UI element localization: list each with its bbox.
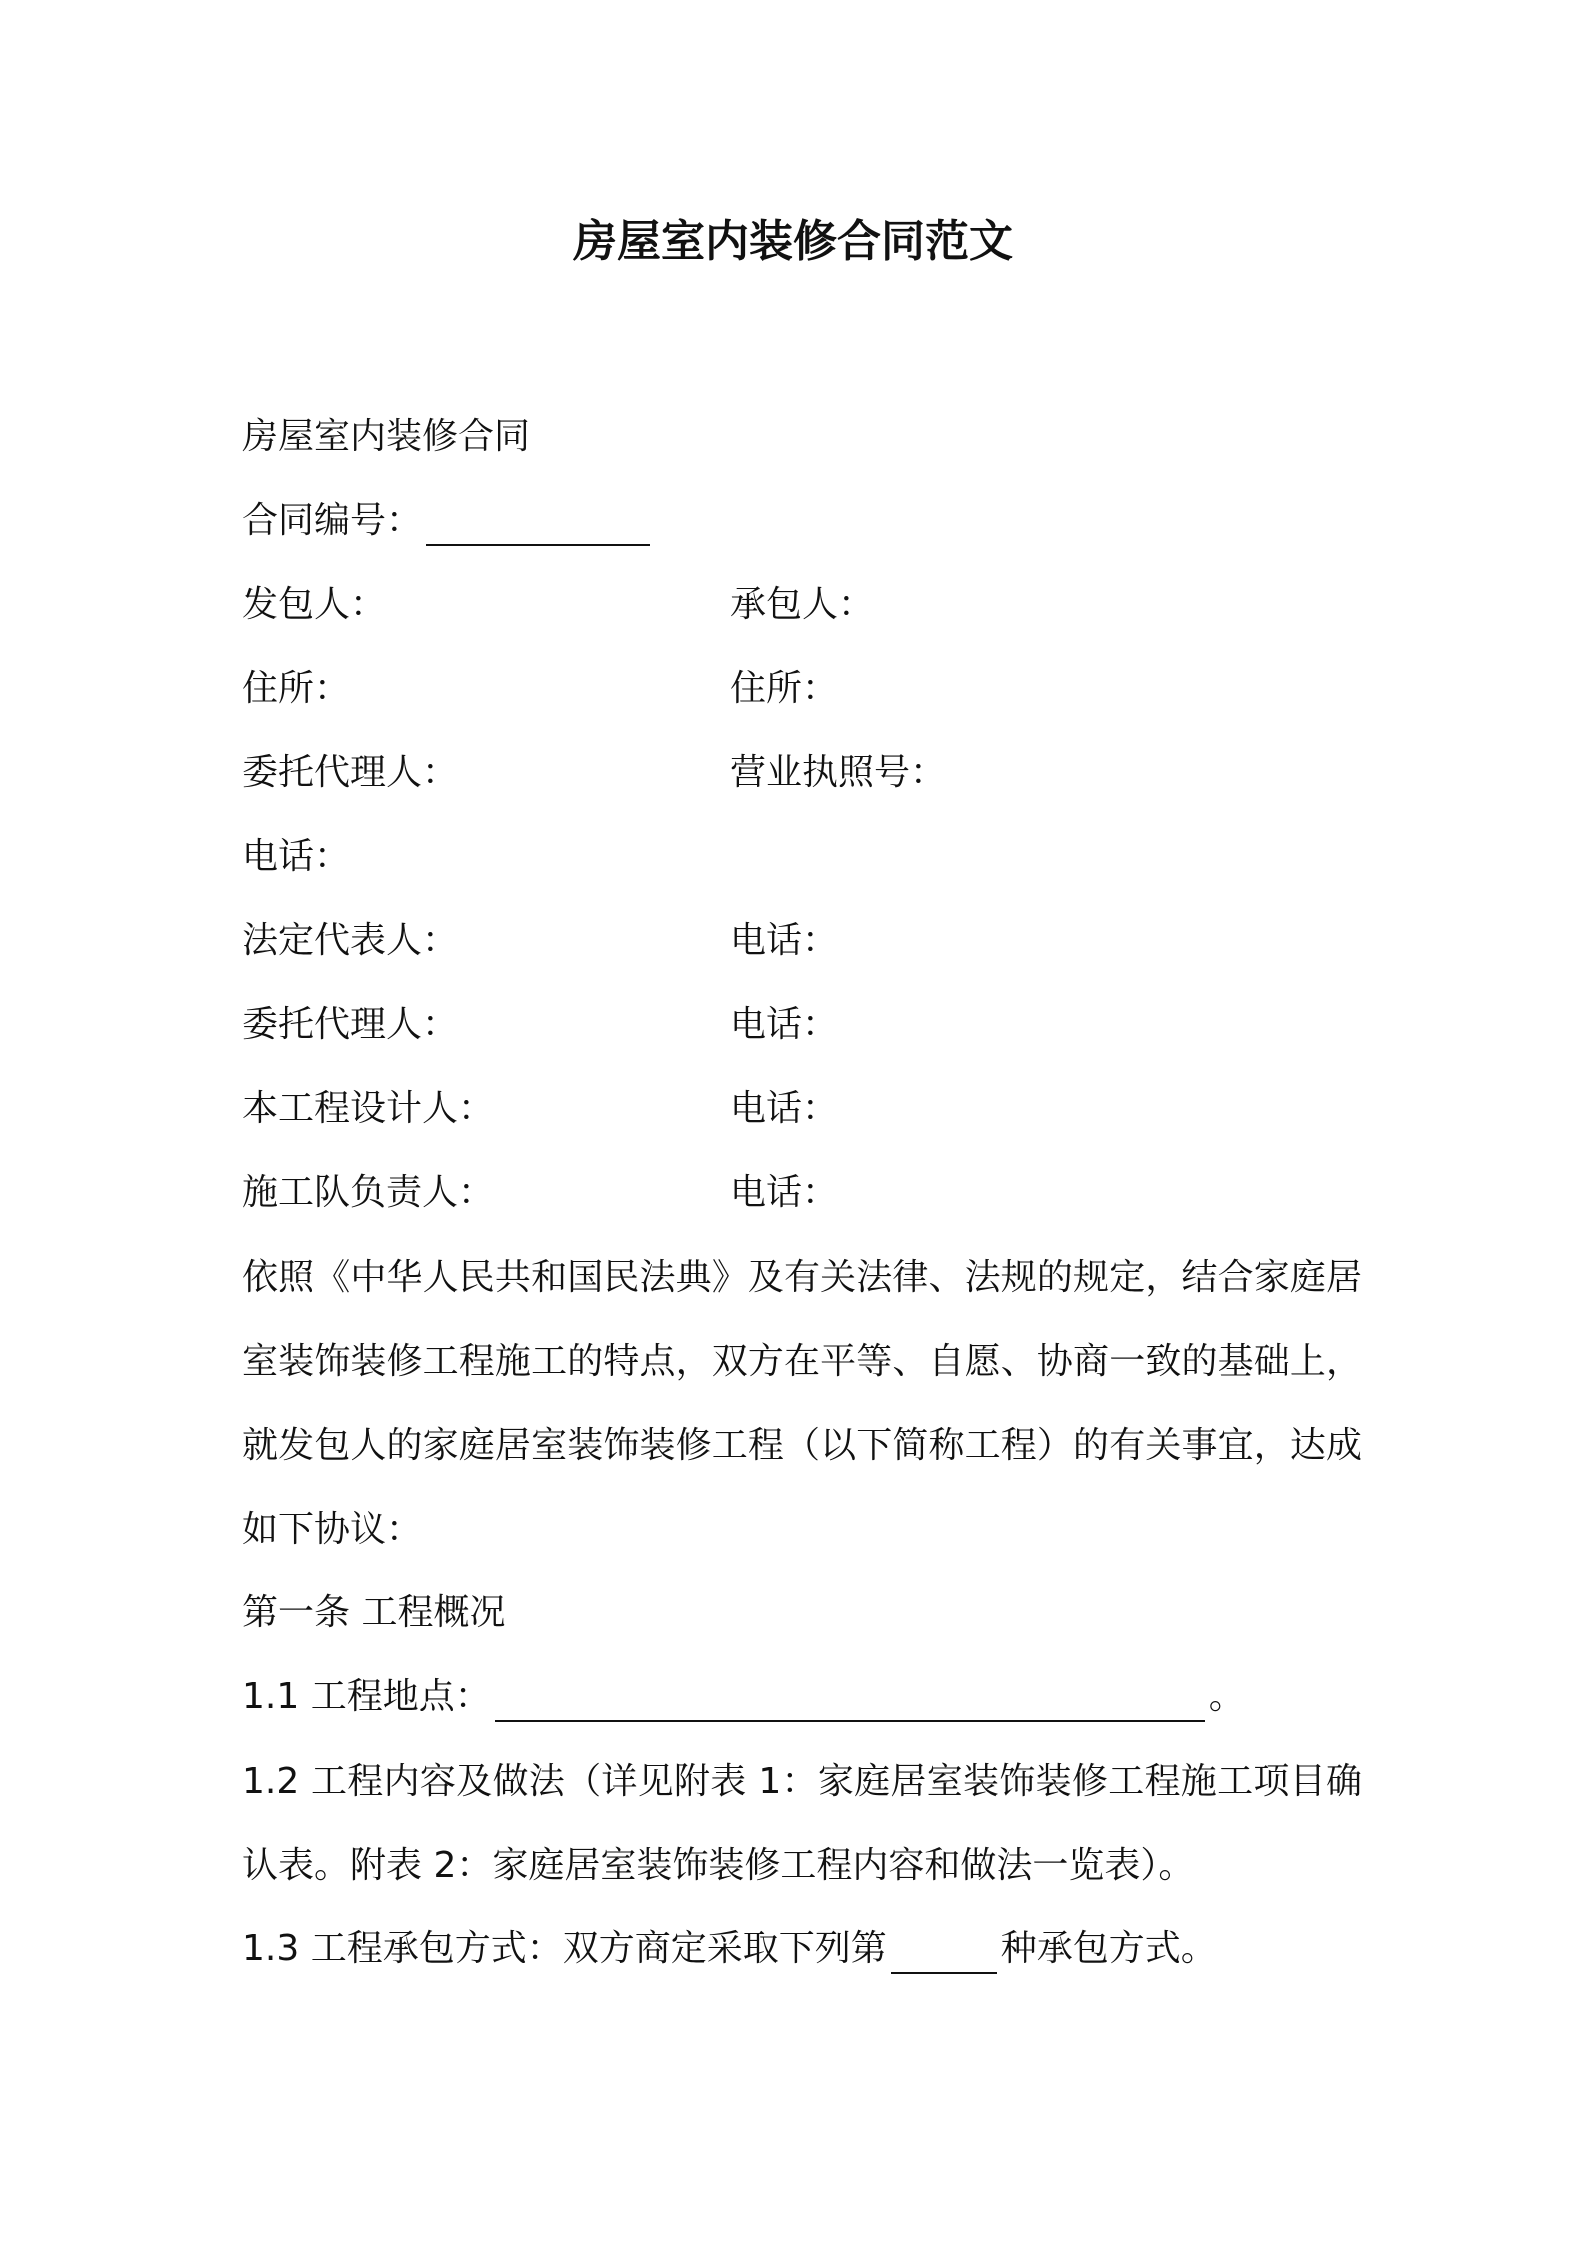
party-left-label: 委托代理人： [242, 752, 459, 793]
item-1-3-end: 种承包方式。 [1000, 1928, 1217, 1969]
party-right-label: 营业执照号： [730, 752, 947, 793]
intro-paragraph: 依照《中华人民共和国民法典》及有关法律、法规的规定，结合家庭居室装饰装修工程施工的特点，双方在平等、自愿、协商一致的基础上，就发包人的家庭居室装饰装修工程（以下简称工程）的有关事宜，达成如下协议： [242, 1257, 1362, 1550]
contract-number-label: 合同编号： [242, 500, 423, 541]
item-1-3 [242, 1924, 1217, 1974]
item-1-1-end: 。 [1208, 1676, 1245, 1717]
article-1-heading: 第一条 工程概况 [242, 1592, 506, 1633]
party-right-label: 电话： [730, 1088, 839, 1129]
party-right-label: 电话： [730, 1172, 839, 1213]
party-right-label: 承包人： [730, 584, 875, 625]
party-row [242, 1084, 494, 1134]
party-right-label: 电话： [730, 920, 839, 961]
party-left-label: 施工队负责人： [242, 1172, 495, 1213]
document-title: 房屋室内装修合同范文 [573, 216, 1013, 267]
party-left-label: 法定代表人： [242, 920, 459, 961]
party-left-label: 本工程设计人： [242, 1088, 495, 1129]
party-right-label: 电话： [730, 1004, 839, 1045]
contract-number-line [242, 496, 654, 546]
party-row [242, 1000, 458, 1050]
contract-type-blank [891, 1934, 997, 1974]
party-row [242, 664, 350, 714]
item-1-2: 1.2 工程内容及做法（详见附表 1：家庭居室装饰装修工程施工项目确认表。附表 2：家庭居室装饰装修工程内容和做法一览表）。 [242, 1761, 1362, 1886]
party-row [242, 1168, 494, 1218]
party-left-label: 委托代理人： [242, 1004, 459, 1045]
party-row [242, 580, 386, 630]
item-1-3-label: 1.3 工程承包方式：双方商定采取下列第 [242, 1928, 887, 1969]
project-location-blank [495, 1682, 1205, 1722]
party-right-label: 住所： [730, 668, 839, 709]
party-left-label: 电话： [242, 836, 351, 877]
party-row [242, 832, 350, 882]
party-left-label: 住所： [242, 668, 351, 709]
party-left-label: 发包人： [242, 584, 387, 625]
party-row [242, 916, 458, 966]
contract-number-blank [426, 506, 650, 546]
party-row [242, 748, 458, 798]
item-1-1 [242, 1672, 1245, 1722]
item-1-1-label: 1.1 工程地点： [242, 1676, 491, 1717]
contract-subtitle: 房屋室内装修合同 [242, 416, 531, 457]
